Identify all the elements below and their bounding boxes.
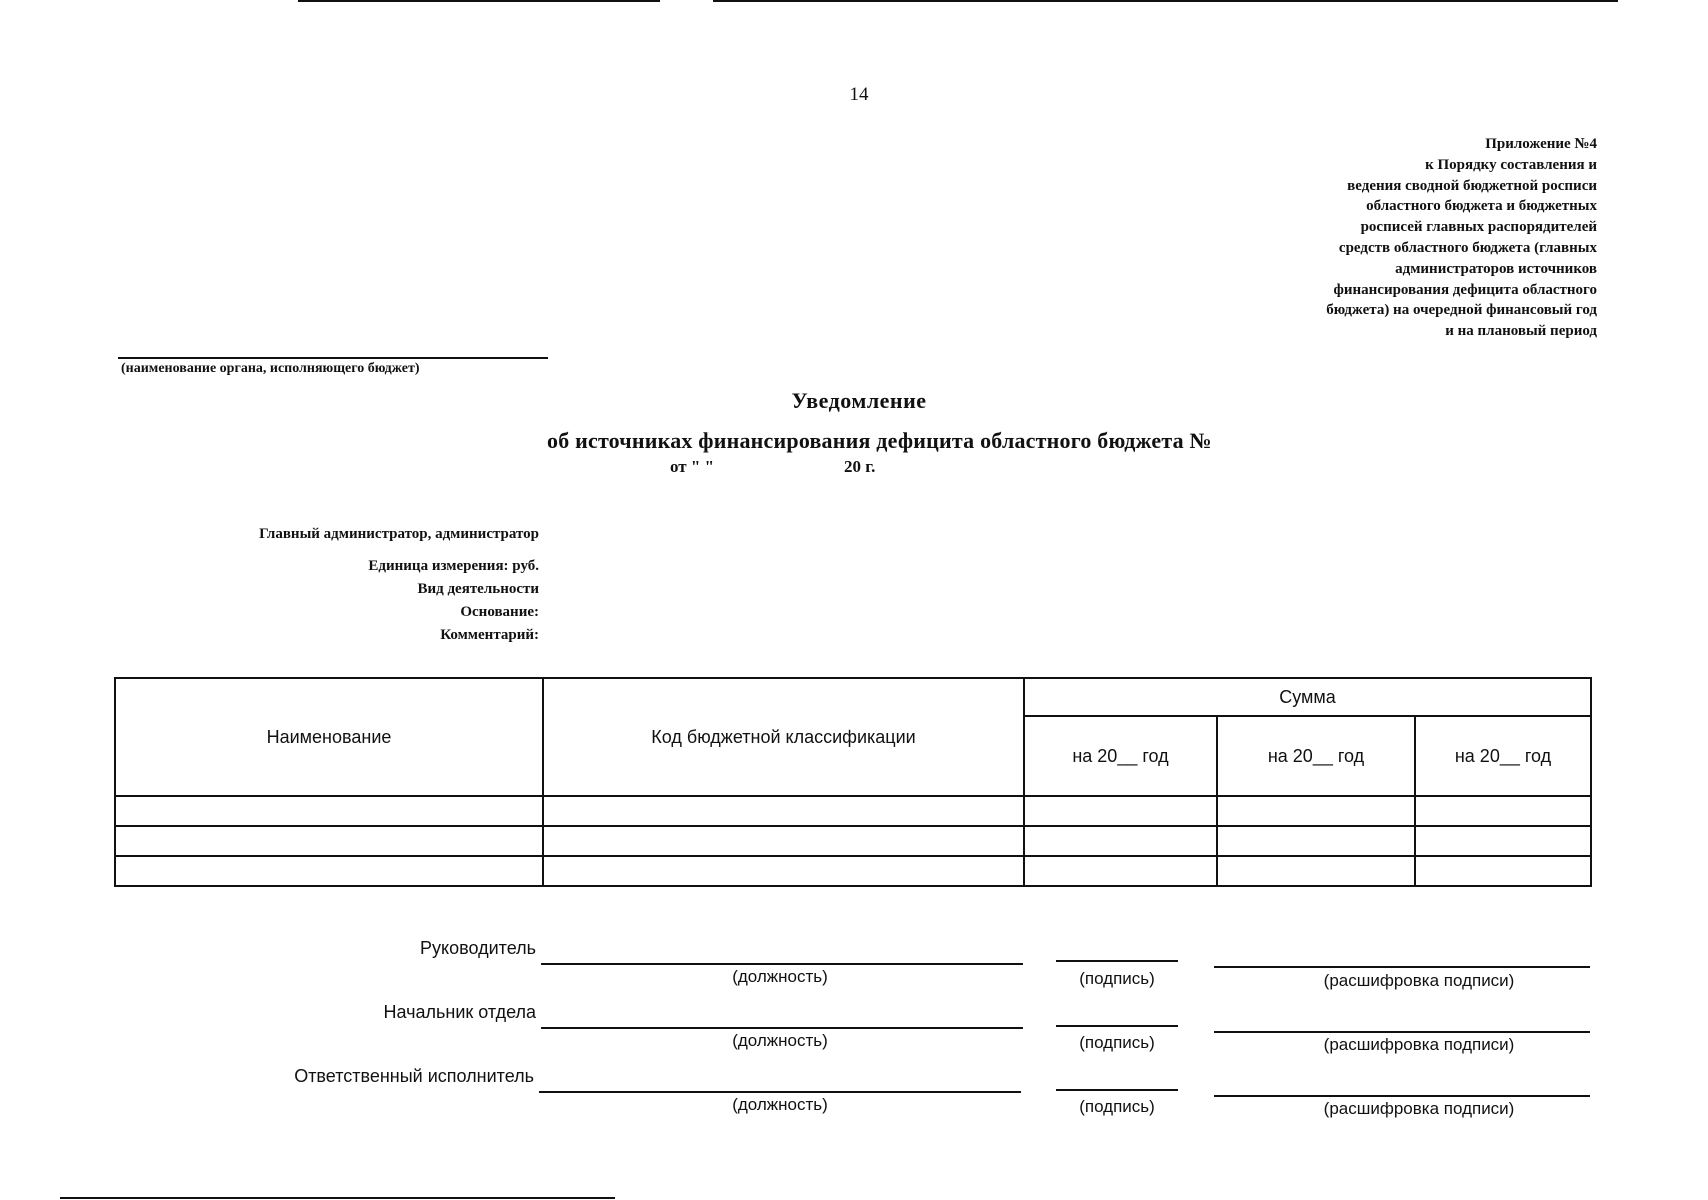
appendix-line: финансирования дефицита областного bbox=[1333, 281, 1597, 298]
meta-unit: Единица измерения: руб. bbox=[368, 558, 539, 574]
decode-field-dept[interactable] bbox=[1214, 1031, 1590, 1033]
date-line bbox=[670, 457, 875, 477]
header-year-3: на 20__ год bbox=[1415, 716, 1591, 796]
table-cell[interactable] bbox=[1415, 826, 1591, 856]
decode-field-exec[interactable] bbox=[1214, 1095, 1590, 1097]
header-year-1: на 20__ год bbox=[1024, 716, 1217, 796]
position-field-dept[interactable] bbox=[541, 1027, 1023, 1029]
position-field-exec[interactable] bbox=[539, 1091, 1021, 1093]
header-sum: Сумма bbox=[1024, 678, 1591, 716]
sig-sign-caption: (подпись) bbox=[1079, 969, 1155, 988]
table-cell[interactable] bbox=[1024, 826, 1217, 856]
header-year-2: на 20__ год bbox=[1217, 716, 1415, 796]
table-row bbox=[115, 796, 1591, 826]
sig-position-caption: (должность) bbox=[732, 1031, 828, 1050]
sig-sign-caption: (подпись) bbox=[1079, 1033, 1155, 1052]
org-caption: (наименование органа, исполняющего бюджет) bbox=[121, 361, 420, 376]
sign-field-dept[interactable] bbox=[1056, 1025, 1178, 1027]
appendix-line: областного бюджета и бюджетных bbox=[1366, 198, 1597, 215]
sig-role-exec: Ответственный исполнитель bbox=[294, 1066, 534, 1086]
meta-comment: Комментарий: bbox=[440, 627, 539, 643]
header-name: Наименование bbox=[115, 678, 543, 796]
table-cell[interactable] bbox=[115, 856, 543, 886]
table-cell[interactable] bbox=[115, 796, 543, 826]
sign-field-exec[interactable] bbox=[1056, 1089, 1178, 1091]
appendix-line: Приложение №4 bbox=[1485, 136, 1597, 152]
table-cell[interactable] bbox=[1217, 826, 1415, 856]
table-row bbox=[115, 856, 1591, 886]
table-cell[interactable] bbox=[543, 826, 1024, 856]
sig-role-dept: Начальник отдела bbox=[383, 1002, 536, 1022]
header-code: Код бюджетной классификации bbox=[543, 678, 1024, 796]
appendix-line: и на плановый период bbox=[1445, 323, 1597, 340]
sig-decode-caption: (расшифровка подписи) bbox=[1323, 1035, 1515, 1054]
appendix-line: ведения сводной бюджетной росписи bbox=[1347, 177, 1597, 194]
bottom-scan-line bbox=[60, 1197, 615, 1199]
date-year: 20 г. bbox=[844, 457, 876, 476]
table-cell[interactable] bbox=[115, 826, 543, 856]
position-field-head[interactable] bbox=[541, 963, 1023, 965]
top-scan-line-left bbox=[298, 0, 660, 2]
sig-sign-caption: (подпись) bbox=[1079, 1097, 1155, 1116]
meta-basis: Основание: bbox=[460, 604, 539, 620]
sources-table bbox=[114, 677, 1592, 887]
table-cell[interactable] bbox=[1217, 796, 1415, 826]
table-cell[interactable] bbox=[1024, 796, 1217, 826]
appendix-line: к Порядку составления и bbox=[1425, 156, 1597, 173]
table-cell[interactable] bbox=[543, 856, 1024, 886]
table-cell[interactable] bbox=[1415, 856, 1591, 886]
org-name-field[interactable] bbox=[118, 357, 548, 359]
table-cell[interactable] bbox=[543, 796, 1024, 826]
appendix-line: средств областного бюджета (главных bbox=[1338, 239, 1597, 256]
appendix-line: росписей главных распорядителей bbox=[1360, 219, 1597, 236]
appendix-block bbox=[1237, 134, 1597, 342]
sig-position-caption: (должность) bbox=[732, 1095, 828, 1114]
table-cell[interactable] bbox=[1415, 796, 1591, 826]
sig-decode-caption: (расшифровка подписи) bbox=[1323, 1099, 1515, 1118]
table-row bbox=[115, 826, 1591, 856]
document-subtitle: об источниках финансирования дефицита областного бюджета № bbox=[547, 428, 1212, 453]
decode-field-head[interactable] bbox=[1214, 966, 1590, 968]
sig-role-head: Руководитель bbox=[420, 938, 536, 958]
sign-field-head[interactable] bbox=[1056, 960, 1178, 962]
table-cell[interactable] bbox=[1217, 856, 1415, 886]
document-title: Уведомление bbox=[791, 388, 927, 413]
date-prefix: от " " bbox=[670, 457, 715, 476]
page-number: 14 bbox=[849, 84, 869, 105]
table-cell[interactable] bbox=[1024, 856, 1217, 886]
appendix-line: администраторов источников bbox=[1395, 260, 1597, 277]
meta-admin: Главный администратор, администратор bbox=[259, 526, 539, 542]
top-scan-line-right bbox=[713, 0, 1618, 2]
sig-position-caption: (должность) bbox=[732, 967, 828, 986]
sig-decode-caption: (расшифровка подписи) bbox=[1323, 971, 1515, 990]
meta-activity: Вид деятельности bbox=[417, 581, 539, 597]
appendix-line: бюджета) на очередной финансовый год bbox=[1326, 302, 1597, 319]
